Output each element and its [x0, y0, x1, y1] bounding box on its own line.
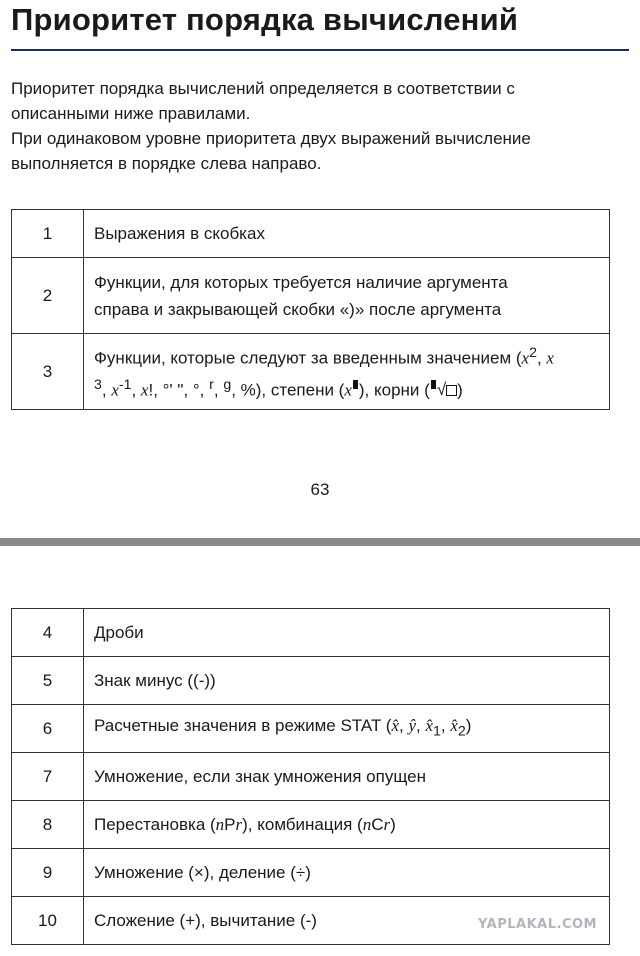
priority-description	[84, 258, 610, 334]
priority-number: 6	[12, 705, 84, 753]
priority-number: 7	[12, 753, 84, 801]
table-row	[12, 609, 610, 657]
table-row	[12, 801, 610, 849]
priority-number: 8	[12, 801, 84, 849]
description-text: ), комбинация (	[242, 815, 363, 834]
table-row	[12, 753, 610, 801]
priority-number: 1	[12, 210, 84, 258]
priority-description: Функции, которые следуют за введенным значением ($x^2$, x $^3$, $x^{-1}$, x!, °' ", °, $^r$, $^g$, %), степени (x ), корни ( √ )	[84, 334, 610, 410]
power-placeholder-icon	[353, 380, 358, 389]
table-row	[12, 334, 610, 410]
table-row	[12, 705, 610, 753]
intro-line: выполняется в порядке слева направо.	[11, 154, 322, 173]
priority-number: 5	[12, 657, 84, 705]
priority-number: 4	[12, 609, 84, 657]
priority-description: Умножение (×), деление (÷)	[84, 849, 610, 897]
priority-description: Перестановка (nPr), комбинация (nCr)	[84, 801, 610, 849]
title-underline	[11, 49, 629, 51]
page-title: Приоритет порядка вычислений	[11, 2, 519, 37]
table-row	[12, 657, 610, 705]
intro-line: Приоритет порядка вычислений определяется в соответствии с	[11, 79, 515, 98]
priority-number: 9	[12, 849, 84, 897]
priority-table-part2	[11, 608, 610, 945]
page-separator	[0, 538, 640, 546]
table-row	[12, 210, 610, 258]
page-number: 63	[310, 480, 330, 499]
description-text: ), корни (	[358, 380, 430, 400]
description-text: Расчетные значения в режиме STAT (	[94, 715, 392, 735]
priority-table-part1	[11, 209, 610, 410]
description-line: справа и закрывающей скобки «)» после аргумента	[94, 299, 502, 319]
intro-line: описанными ниже правилами.	[11, 104, 251, 123]
description-text: Перестановка (	[94, 815, 216, 834]
description-text: ), степени (	[255, 380, 345, 400]
priority-number: 10	[12, 897, 84, 945]
table-row	[12, 258, 610, 334]
priority-description: Выражения в скобках	[84, 210, 610, 258]
watermark-logo: YAPLAKAL.COM	[478, 917, 597, 932]
table-row	[12, 849, 610, 897]
priority-description: Сложение (+), вычитание (-)	[84, 897, 610, 945]
priority-description: Дроби	[84, 609, 610, 657]
priority-number: 2	[12, 258, 84, 334]
intro-line: При одинаковом уровне приоритета двух выражений вычисление	[11, 129, 531, 148]
radical-icon: √	[437, 380, 457, 399]
description-text: Функции, которые следуют за введенным значением (	[94, 348, 522, 368]
root-index-placeholder-icon	[431, 380, 436, 389]
priority-number: 3	[12, 334, 84, 410]
priority-description: Знак минус ((-))	[84, 657, 610, 705]
intro-paragraph	[11, 76, 621, 176]
priority-description: Расчетные значения в режиме STAT (x̂, ŷ, $x̂_1$, $x̂_2$)	[84, 705, 610, 753]
description-line: Функции, для которых требуется наличие аргумента	[94, 272, 508, 292]
priority-description: Умножение, если знак умножения опущен	[84, 753, 610, 801]
